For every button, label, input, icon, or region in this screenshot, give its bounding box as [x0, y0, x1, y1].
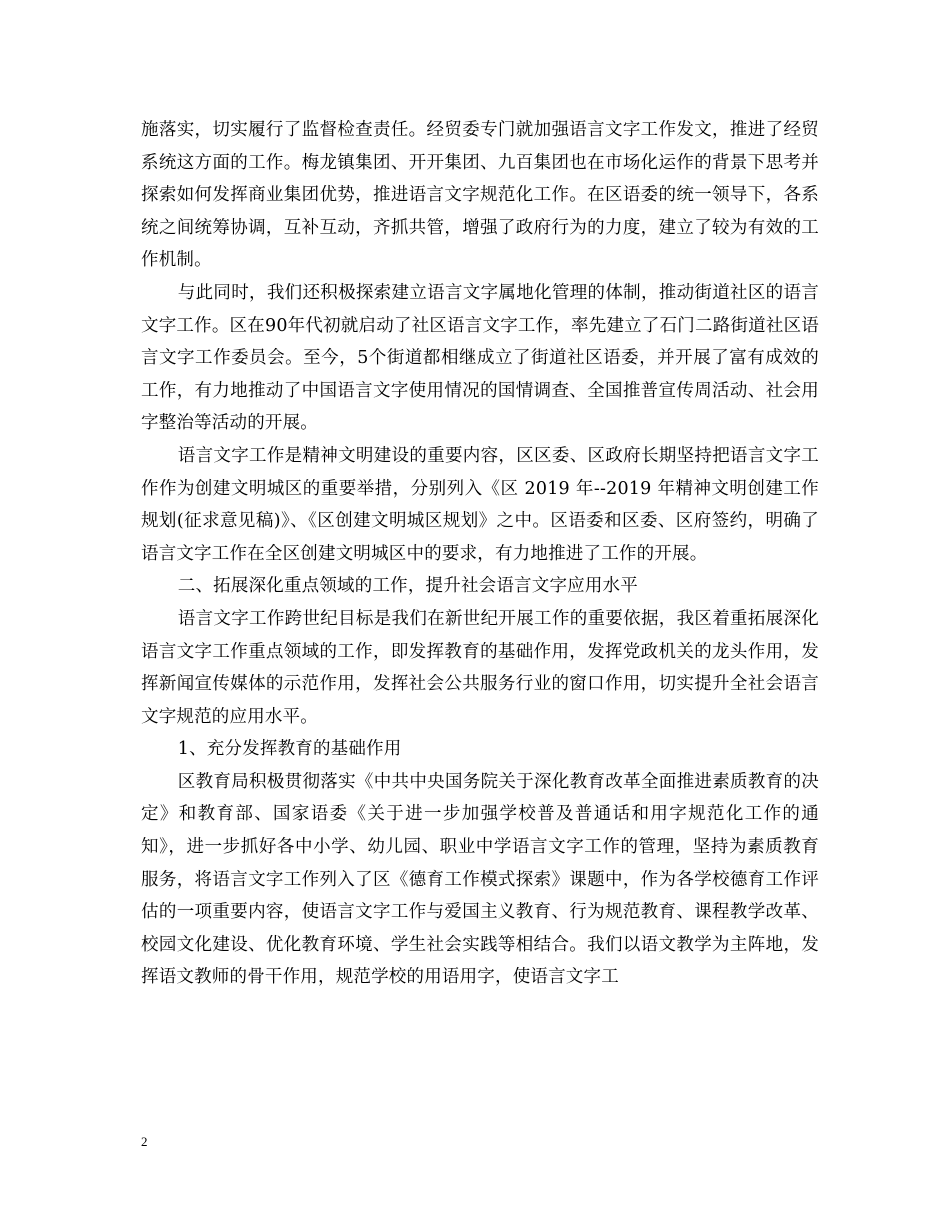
subsection-heading: 1、充分发挥教育的基础作用 [177, 739, 402, 760]
paragraph-civilization-plan: 语言文字工作是精神文明建设的重要内容，区区委、区政府长期坚持把语言文字工作作为创建文明城区的重要举措，分别列入《区 2019 年--2019 年精神文明创建工作规划(征求意见稿)》、《区创建文明城区规划》之中。区语委和区委、区府签约，明确了语言文字工作在全区创建文明城区中的要求，有力地推进了工作的开展。 [141, 445, 819, 564]
document-body [141, 114, 819, 994]
paragraph-key-areas: 语言文字工作跨世纪目标是我们在新世纪开展工作的重要依据，我区着重拓展深化语言文字工作重点领域的工作，即发挥教育的基础作用，发挥党政机关的龙头作用，发挥新闻宣传媒体的示范作用，发挥社会公共服务行业的窗口作用，切实提升全社会语言文字规范的应用水平。 [141, 608, 819, 727]
page-number: 2 [141, 1134, 148, 1149]
paragraph-education: 区教育局积极贯彻落实《中共中央国务院关于深化教育改革全面推进素质教育的决定》和教育部、国家语委《关于进一步加强学校普及普通话和用字规范化工作的通知》，进一步抓好各中小学、幼儿园、职业中学语言文字工作的管理，坚持为素质教育服务，将语言文字工作列入了区《德育工作模式探索》课题中，作为各学校德育工作评估的一项重要内容，使语言文字工作与爱国主义教育、行为规范教育、课程教学改革、校园文化建设、优化教育环境、学生社会实践等相结合。我们以语文教学为主阵地，发挥语文教师的骨干作用，规范学校的用语用字，使语言文字工 [141, 771, 819, 988]
paragraph-community-work: 与此同时，我们还积极探索建立语言文字属地化管理的体制，推动街道社区的语言文字工作。区在90年代初就启动了社区语言文字工作，率先建立了石门二路街道社区语言文字工作委员会。至今，5个街道都相继成立了街道社区语委，并开展了富有成效的工作，有力地推动了中国语言文字使用情况的国情调查、全国推普宣传周活动、社会用字整治等活动的开展。 [141, 282, 819, 434]
section-heading: 二、拓展深化重点领域的工作，提升社会语言文字应用水平 [177, 576, 638, 597]
paragraph-continuation: 施落实，切实履行了监督检查责任。经贸委专门就加强语言文字工作发文，推进了经贸系统这方面的工作。梅龙镇集团、开开集团、九百集团也在市场化运作的背景下思考并探索如何发挥商业集团优势，推进语言文字规范化工作。在区语委的统一领导下，各系统之间统筹协调，互补互动，齐抓共管，增强了政府行为的力度，建立了较为有效的工作机制。 [141, 120, 819, 271]
